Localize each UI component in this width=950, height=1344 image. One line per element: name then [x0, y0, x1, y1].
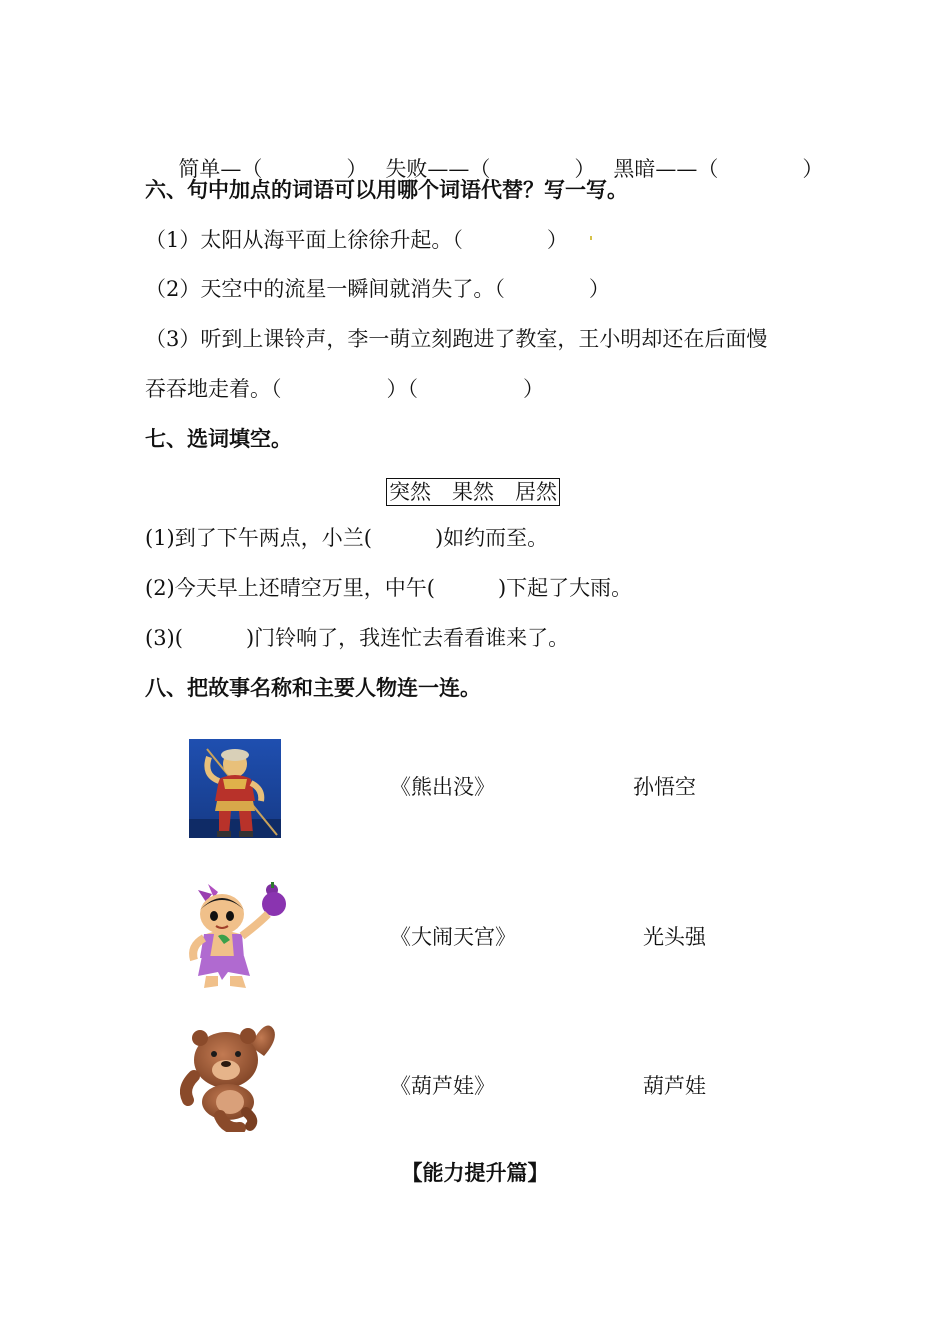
section-7-question-2: (2)今天早上还晴空万里，中午( )下起了大雨。 [145, 576, 633, 600]
story-name: 《熊出没》 [390, 775, 495, 799]
character-name: 葫芦娃 [643, 1074, 706, 1098]
story-name: 《葫芦娃》 [390, 1074, 495, 1098]
antonym-pair-1: 简单—（ ） [178, 157, 368, 181]
stray-mark [590, 236, 592, 240]
section-7-question-1: (1)到了下午两点，小兰( )如约而至。 [145, 526, 549, 550]
character-name: 光头强 [643, 925, 706, 949]
antonym-pair-3: 黑暗——（ ） [613, 157, 824, 181]
brown-bear-icon [180, 1016, 280, 1132]
character-name: 孙悟空 [633, 775, 696, 799]
section-6-title: 六、句中加点的词语可以用哪个词语代替？写一写。 [145, 178, 628, 202]
section-footer-title: 【能力提升篇】 [401, 1161, 549, 1185]
section-7-question-3: (3)( )门铃响了，我连忙去看看谁来了。 [145, 626, 570, 650]
story-name: 《大闹天宫》 [390, 925, 516, 949]
antonym-pair-2: 失败——（ ） [385, 157, 596, 181]
section-6-question-3-line-2: 吞吞地走着。（ ）（ ） [145, 377, 544, 401]
word-bank: 突然 果然 居然 [386, 478, 560, 506]
monkey-king-photo-icon [189, 739, 281, 838]
section-6-question-1: （1）太阳从海平面上徐徐升起。（ ） [145, 228, 568, 252]
section-8-title: 八、把故事名称和主要人物连一连。 [145, 676, 481, 700]
section-7-title: 七、选词填空。 [145, 427, 292, 451]
section-6-question-2: （2）天空中的流星一瞬间就消失了。（ ） [145, 277, 610, 301]
calabash-brother-icon [184, 880, 294, 992]
section-6-question-3-line-1: （3）听到上课铃声，李一萌立刻跑进了教室，王小明却还在后面慢 [145, 327, 768, 351]
